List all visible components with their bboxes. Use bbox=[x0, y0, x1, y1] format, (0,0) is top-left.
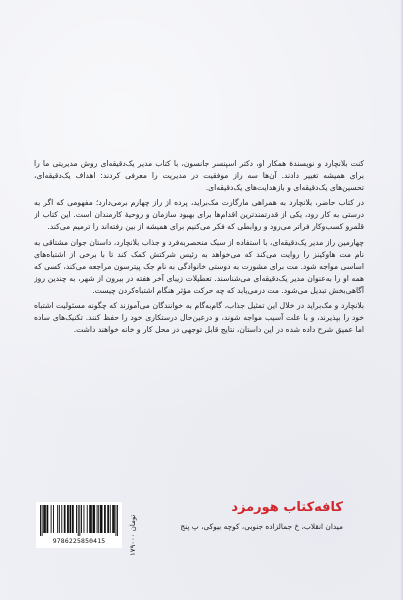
barcode-bar bbox=[94, 505, 95, 533]
barcode-bar bbox=[79, 505, 80, 536]
barcode-bar bbox=[70, 505, 71, 533]
isbn-number: 9786225850415 bbox=[52, 537, 106, 545]
barcode-bar bbox=[104, 505, 105, 533]
barcode-bar bbox=[89, 505, 90, 533]
barcode-bar bbox=[76, 505, 77, 533]
barcode-bar bbox=[108, 505, 109, 533]
barcode-bar bbox=[84, 505, 85, 533]
barcode-bar bbox=[93, 505, 94, 533]
barcode-bar bbox=[107, 505, 108, 533]
barcode-bar bbox=[67, 505, 68, 533]
barcode-bar bbox=[78, 505, 79, 536]
barcode-bar bbox=[93, 505, 94, 533]
barcode-bar bbox=[44, 505, 45, 533]
barcode-bar bbox=[57, 505, 58, 533]
barcode-bar bbox=[87, 505, 88, 533]
barcode-bar bbox=[116, 505, 117, 536]
barcode-bar bbox=[90, 505, 91, 533]
barcode-bar bbox=[113, 505, 114, 533]
barcode-bar bbox=[61, 505, 62, 533]
blurb-paragraph-2: در کتاب حاضر، بلانچارد به همراهی مارگارت مک‌براید، پرده از راز چهارم برمی‌دارد؛ مفهومی که اگر به درستی به کار رود، یکی از قدرتمندترین اقدام‌ها برای بهبود سازمان و روحیهٔ کارمندان است. این کتاب از قلمرو کسب‌وکار فراتر می‌رود و روابطی که فکر می‌کنیم برای همیشه از بین رفته‌اند را ترمیم می‌کند. bbox=[34, 198, 364, 232]
publisher-address: میدان انقلاب، خ جمالزاده جنوبی، کوچه بیوکی، پ پنج bbox=[180, 522, 343, 531]
barcode-bar bbox=[53, 505, 54, 533]
barcode-bar bbox=[97, 505, 98, 533]
isbn-barcode bbox=[36, 502, 122, 548]
barcode-bar bbox=[72, 505, 73, 533]
barcode-bar bbox=[81, 505, 82, 533]
barcode-bar bbox=[70, 505, 71, 533]
barcode-bar bbox=[117, 505, 118, 536]
barcode-bar bbox=[45, 505, 46, 533]
barcode-bar bbox=[59, 505, 60, 533]
barcode-bar bbox=[98, 505, 99, 533]
barcode-bar bbox=[43, 505, 44, 533]
barcode-bar bbox=[114, 505, 115, 533]
blurb-paragraph-3: چهارمین راز مدیر یک‌دقیقه‌ای، با استفاده از سبک منحصربه‌فرد و جذاب بلانچارد، داستان جوان مشتاقی به نام مت هاوکینز را روایت می‌کند که می‌خواهد به رئیس شرکتش کمک کند تا با برخی از اشتباه‌های اساسی مواجه شود. مت برای مشورت به دوستی خانوادگی به نام جک پیترسون مراجعه می‌کند، کسی که همه او را به‌عنوان مدیر یک‌دقیقه‌ای می‌شناسند. تعطیلات زیبای آخر هفته در بیرون از شهر، به چندین روز آگاهی‌بخش تبدیل می‌شود. مت درمی‌یابد که چه حرکت مؤثر هنگام اشتباه‌کردن چیست. bbox=[34, 237, 364, 295]
barcode-bar bbox=[91, 505, 92, 533]
blurb-paragraph-4: بلانچارد و مک‌براید در خلال این تمثیل جذاب، گام‌به‌گام به خوانندگان می‌آموزند که چگونه مسئولیت اشتباه خود را بپذیرند، و با علت آسیب مواجه شوند، و درعین‌حال درستکاری خود را حفظ کنند. تکنیک‌های ساده اما عمیق شرح داده شده در این داستان، نتایج قابل توجهی در محل کار و خانه خواهند داشت. bbox=[34, 301, 364, 335]
barcode-bar bbox=[64, 505, 65, 533]
barcode-bar bbox=[73, 505, 74, 533]
barcode-bar bbox=[65, 505, 66, 533]
barcode-bar bbox=[40, 505, 41, 536]
barcode-bar bbox=[112, 505, 113, 533]
barcode-bar bbox=[100, 505, 101, 533]
barcode-bar bbox=[105, 505, 106, 533]
price-label: ۱۷۹۰۰۰ تومان bbox=[129, 514, 137, 556]
back-cover-blurb bbox=[34, 158, 364, 436]
barcode-bar bbox=[102, 505, 103, 533]
publisher-name: کافه‌کتاب هورمزد bbox=[231, 500, 343, 515]
barcode-bar bbox=[47, 505, 48, 533]
barcode-bar bbox=[68, 505, 69, 533]
barcode-bar bbox=[51, 505, 52, 533]
barcode-bar bbox=[47, 505, 48, 533]
barcode-bar bbox=[110, 505, 111, 533]
blurb-paragraph-1: کنت بلانچارد و نویسندهٔ همکار او، دکتر اسپنسر جانسون، با کتاب مدیر یک‌دقیقه‌ای روش مدیریتی ما را برای همیشه تغییر دادند. آن‌ها سه راز موفقیت در مدیریت را معرفی کردند: اهداف یک‌دقیقه‌ای، تحسین‌های یک‌دقیقه‌ای و بازهدایت‌های یک‌دقیقه‌ای. bbox=[34, 159, 364, 193]
barcode-bars bbox=[40, 505, 118, 536]
barcode-bar bbox=[101, 505, 102, 533]
barcode-bar bbox=[42, 505, 43, 536]
